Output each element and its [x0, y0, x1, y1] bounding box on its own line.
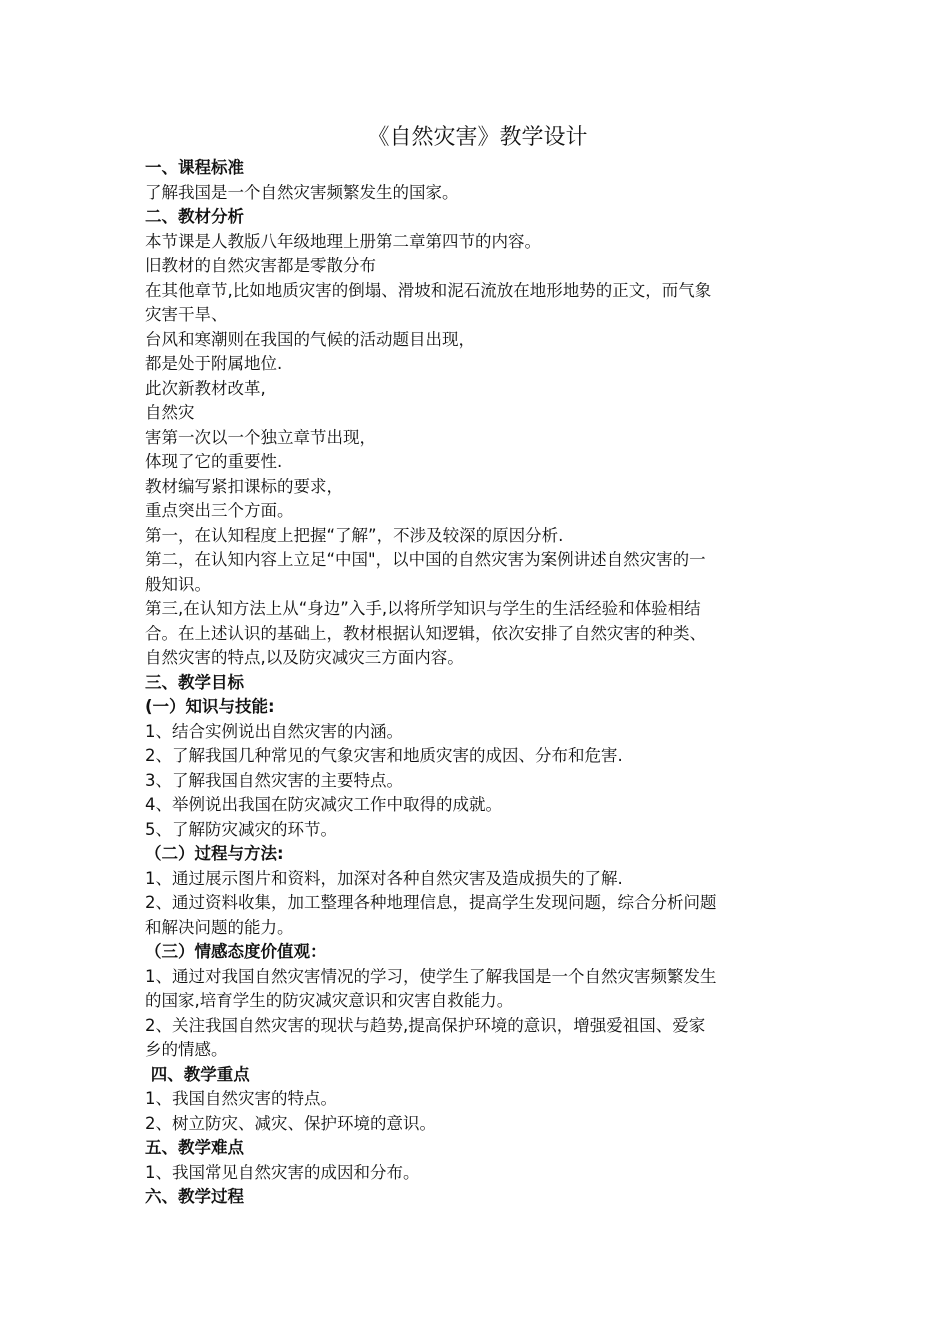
document-body	[145, 156, 810, 1210]
body-line: 2、通过资料收集，加工整理各种地理信息，提高学生发现问题，综合分析问题	[145, 893, 717, 912]
body-line: 了解我国是一个自然灾害频繁发生的国家。	[145, 182, 459, 202]
body-line: 1、我国自然灾害的特点。	[145, 1089, 337, 1108]
document-page	[145, 122, 810, 1210]
body-line: 教材编写紧扣课标的要求，	[145, 476, 343, 496]
section-heading: 二、教材分析	[145, 207, 244, 226]
body-line: 第三,在认知方法上从“身边”入手,以将所学知识与学生的生活经验和体验相结	[145, 599, 701, 618]
document-title: 《自然灾害》教学设计	[367, 125, 588, 150]
body-line: 1、结合实例说出自然灾害的内涵。	[145, 721, 403, 741]
body-line: 合。在上述认识的基础上，教材根据认知逻辑，依次安排了自然灾害的种类、	[145, 623, 706, 643]
body-line: 害第一次以一个独立章节出现，	[145, 427, 376, 447]
body-line: 的国家,培育学生的防灾减灾意识和灾害自救能力。	[145, 991, 514, 1010]
body-line: 5、了解防灾减灾的环节。	[145, 819, 337, 839]
body-line: 旧教材的自然灾害都是零散分布	[145, 256, 376, 275]
body-line: 此次新教材改革,	[145, 378, 266, 398]
section-heading: 一、课程标准	[145, 158, 244, 177]
section-heading: 四、教学重点	[145, 1064, 250, 1084]
body-line: 体现了它的重要性.	[145, 452, 283, 471]
body-line: 第二，在认知内容上立足“中国"，以中国的自然灾害为案例讲述自然灾害的一	[145, 550, 706, 569]
body-line: 本节课是人教版八年级地理上册第二章第四节的内容。	[145, 231, 541, 251]
section-heading: （二）过程与方法:	[145, 844, 284, 863]
body-line: 1、通过展示图片和资料，加深对各种自然灾害及造成损失的了解.	[145, 868, 623, 888]
body-line: 2、了解我国几种常见的气象灾害和地质灾害的成因、分布和危害.	[145, 746, 623, 765]
body-line: 第一，在认知程度上把握“了解”，不涉及较深的原因分析.	[145, 525, 564, 545]
section-heading: 六、教学过程	[145, 1187, 244, 1206]
body-line: 般知识。	[145, 574, 211, 594]
body-line: 台风和寒潮则在我国的气候的活动题目出现，	[145, 329, 475, 349]
body-line: 4、举例说出我国在防灾减灾工作中取得的成就。	[145, 795, 502, 814]
section-heading: （三）情感态度价值观：	[145, 942, 327, 961]
body-line: 都是处于附属地位.	[145, 354, 283, 373]
section-heading: 五、教学难点	[145, 1138, 244, 1157]
body-line: 和解决问题的能力。	[145, 917, 294, 937]
body-line: 1、通过对我国自然灾害情况的学习，使学生了解我国是一个自然灾害频繁发生	[145, 966, 717, 986]
section-heading: 三、教学目标	[145, 672, 244, 692]
body-line: 灾害干旱、	[145, 305, 228, 324]
section-heading: (一）知识与技能:	[145, 697, 275, 716]
body-line: 乡的情感。	[145, 1040, 228, 1059]
body-line: 3、了解我国自然灾害的主要特点。	[145, 770, 403, 790]
body-line: 重点突出三个方面。	[145, 501, 294, 520]
body-line: 2、树立防灾、减灾、保护环境的意识。	[145, 1113, 436, 1133]
body-line: 自然灾	[145, 403, 195, 422]
body-line: 2、关注我国自然灾害的现状与趋势,提高保护环境的意识，增强爱祖国、爱家	[145, 1015, 706, 1035]
body-line: 自然灾害的特点,以及防灾减灾三方面内容。	[145, 648, 464, 667]
body-line: 1、我国常见自然灾害的成因和分布。	[145, 1162, 420, 1182]
body-line: 在其他章节,比如地质灾害的倒塌、滑坡和泥石流放在地形地势的正文，而气象	[145, 280, 712, 300]
